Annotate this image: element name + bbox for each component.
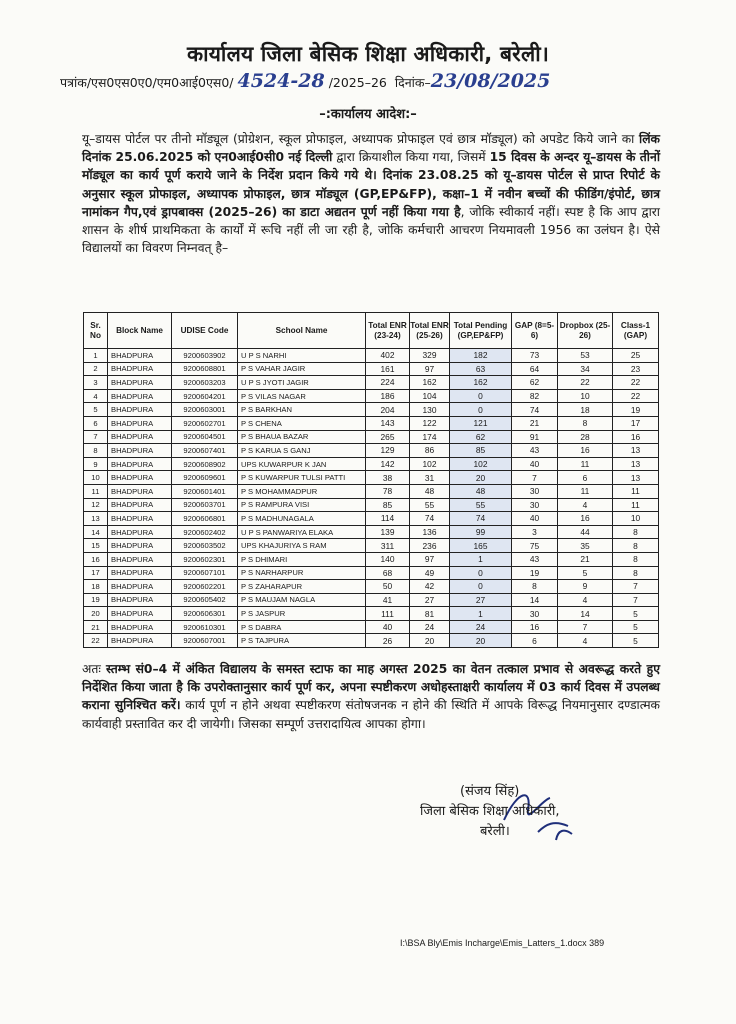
table-row (84, 349, 659, 363)
cell-class1: 22 (613, 376, 659, 390)
cell-gap: 74 (512, 403, 558, 417)
table-row (84, 566, 659, 580)
cell-class1: 19 (613, 403, 659, 417)
cell-dropbox: 16 (558, 444, 613, 458)
order-heading: –:कार्यालय आदेश:– (319, 107, 417, 122)
order-paragraph-1 (82, 130, 660, 257)
cell-pending: 55 (450, 498, 512, 512)
cell-pending: 63 (450, 362, 512, 376)
cell-gap: 82 (512, 389, 558, 403)
cell-enr-2526: 162 (410, 376, 450, 390)
cell-gap: 16 (512, 620, 558, 634)
cell-dropbox: 22 (558, 376, 613, 390)
order-paragraph-2 (82, 660, 660, 733)
cell-udise: 9200602701 (172, 416, 238, 430)
cell-enr-2526: 97 (410, 362, 450, 376)
cell-enr-2526: 236 (410, 539, 450, 553)
cell-class1: 22 (613, 389, 659, 403)
cell-gap: 30 (512, 498, 558, 512)
cell-gap: 75 (512, 539, 558, 553)
cell-gap: 19 (512, 566, 558, 580)
table-row (84, 498, 659, 512)
cell-block: BHADPURA (108, 552, 172, 566)
cell-block: BHADPURA (108, 471, 172, 485)
cell-dropbox: 10 (558, 389, 613, 403)
cell-sr: 2 (84, 362, 108, 376)
cell-udise: 9200607101 (172, 566, 238, 580)
cell-enr-2324: 111 (366, 607, 410, 621)
cell-school: P S MOHAMMADPUR (238, 484, 366, 498)
cell-pending: 85 (450, 444, 512, 458)
cell-enr-2324: 204 (366, 403, 410, 417)
cell-udise: 9200606301 (172, 607, 238, 621)
cell-school: P S KUWARPUR TULSI PATTI (238, 471, 366, 485)
table-row (84, 593, 659, 607)
cell-block: BHADPURA (108, 566, 172, 580)
cell-dropbox: 44 (558, 525, 613, 539)
cell-gap: 6 (512, 634, 558, 648)
cell-udise: 9200603203 (172, 376, 238, 390)
cell-enr-2526: 24 (410, 620, 450, 634)
cell-gap: 40 (512, 512, 558, 526)
col-header-gap: GAP (8=5-6) (512, 313, 558, 349)
cell-pending: 74 (450, 512, 512, 526)
cell-enr-2526: 104 (410, 389, 450, 403)
cell-enr-2526: 136 (410, 525, 450, 539)
cell-udise: 9200610301 (172, 620, 238, 634)
cell-class1: 17 (613, 416, 659, 430)
cell-udise: 9200604501 (172, 430, 238, 444)
cell-sr: 7 (84, 430, 108, 444)
cell-enr-2526: 55 (410, 498, 450, 512)
office-title: कार्यालय जिला बेसिक शिक्षा अधिकारी, बरेली। (186, 42, 549, 66)
table-row (84, 430, 659, 444)
signatory-name: (संजय सिंह) (460, 784, 520, 799)
cell-class1: 13 (613, 444, 659, 458)
cell-sr: 17 (84, 566, 108, 580)
signature-block (420, 782, 560, 842)
para1-bold-2: 15 दिवस के अन्दर यू–डायस के तीनों मॉड्यूल का कार्य पूर्ण कराये जाने के निर्देश प्रदान किये गये थे। दिनांक 23.08.25 को यू–डायस पोर्टल से प्राप्त रिपोर्ट के अनुसार स्कूल प्रोफाइल, अध्यापक प्रोफाइल, छात्र मॉड्यूल (GP,EP&FP), कक्षा–1 में नवीन बच्चों की फीडिंग/इंपोर्ट, छात्र नामांकन गैप,एवं ड्रापबाक्स (2025–26) का डाटा अद्यतन पूर्ण नहीं किया गया है (82, 150, 661, 219)
cell-dropbox: 7 (558, 620, 613, 634)
cell-sr: 6 (84, 416, 108, 430)
cell-enr-2526: 122 (410, 416, 450, 430)
cell-class1: 5 (613, 607, 659, 621)
cell-enr-2324: 311 (366, 539, 410, 553)
para1-bold-1: लिंक दिनांक 25.06.2025 को एन0आई0सी0 नई दिल्ली (82, 132, 660, 165)
cell-school: P S CHENA (238, 416, 366, 430)
signatory-place: बरेली। (480, 824, 510, 839)
cell-pending: 1 (450, 552, 512, 566)
ref-session: /2025–26 (328, 75, 387, 90)
cell-enr-2526: 329 (410, 349, 450, 363)
cell-class1: 23 (613, 362, 659, 376)
cell-enr-2526: 97 (410, 552, 450, 566)
cell-class1: 11 (613, 498, 659, 512)
cell-school: P S KARUA S GANJ (238, 444, 366, 458)
cell-class1: 10 (613, 512, 659, 526)
cell-pending: 102 (450, 457, 512, 471)
table-row (84, 620, 659, 634)
cell-class1: 8 (613, 539, 659, 553)
cell-block: BHADPURA (108, 634, 172, 648)
cell-enr-2324: 186 (366, 389, 410, 403)
cell-school: P S TAJPURA (238, 634, 366, 648)
cell-sr: 12 (84, 498, 108, 512)
col-header-enr-2526: Total ENR (25-26) (410, 313, 450, 349)
para2-text-1: अतः (82, 662, 106, 676)
table-row (84, 552, 659, 566)
cell-dropbox: 11 (558, 457, 613, 471)
cell-sr: 22 (84, 634, 108, 648)
cell-gap: 7 (512, 471, 558, 485)
cell-gap: 8 (512, 580, 558, 594)
cell-block: BHADPURA (108, 376, 172, 390)
cell-block: BHADPURA (108, 457, 172, 471)
cell-gap: 30 (512, 484, 558, 498)
cell-school: P S JASPUR (238, 607, 366, 621)
table-row (84, 444, 659, 458)
col-header-block: Block Name (108, 313, 172, 349)
table-row (84, 539, 659, 553)
cell-class1: 7 (613, 593, 659, 607)
cell-enr-2324: 85 (366, 498, 410, 512)
cell-block: BHADPURA (108, 525, 172, 539)
cell-enr-2324: 224 (366, 376, 410, 390)
table-header-row (84, 313, 659, 349)
para1-text-1: यू–डायस पोर्टल पर तीनो मॉड्यूल (प्रोग्रेशन, स्कूल प्रोफाइल, अध्यापक प्रोफाइल एवं छात्र मॉड्यूल) को अपडेट किये जाने का (82, 132, 640, 146)
cell-dropbox: 8 (558, 416, 613, 430)
cell-dropbox: 35 (558, 539, 613, 553)
cell-sr: 21 (84, 620, 108, 634)
cell-udise: 9200603902 (172, 349, 238, 363)
cell-pending: 27 (450, 593, 512, 607)
cell-enr-2324: 402 (366, 349, 410, 363)
cell-school: P S DHIMARI (238, 552, 366, 566)
col-header-enr-2324: Total ENR (23-24) (366, 313, 410, 349)
cell-dropbox: 11 (558, 484, 613, 498)
cell-pending: 20 (450, 634, 512, 648)
cell-school: UPS KHAJURIYA S RAM (238, 539, 366, 553)
cell-sr: 4 (84, 389, 108, 403)
table-row (84, 525, 659, 539)
cell-block: BHADPURA (108, 593, 172, 607)
date-label: दिनांक– (394, 75, 431, 90)
table-row (84, 376, 659, 390)
cell-udise: 9200602201 (172, 580, 238, 594)
cell-enr-2324: 41 (366, 593, 410, 607)
cell-gap: 21 (512, 416, 558, 430)
cell-block: BHADPURA (108, 444, 172, 458)
cell-block: BHADPURA (108, 512, 172, 526)
cell-class1: 13 (613, 457, 659, 471)
cell-class1: 5 (613, 634, 659, 648)
cell-class1: 8 (613, 552, 659, 566)
cell-block: BHADPURA (108, 362, 172, 376)
cell-pending: 62 (450, 430, 512, 444)
cell-sr: 1 (84, 349, 108, 363)
cell-school: P S MAUJAM NAGLA (238, 593, 366, 607)
cell-school: P S RAMPURA VISI (238, 498, 366, 512)
cell-dropbox: 4 (558, 498, 613, 512)
cell-block: BHADPURA (108, 580, 172, 594)
cell-class1: 5 (613, 620, 659, 634)
col-header-class1: Class-1 (GAP) (613, 313, 659, 349)
col-header-school: School Name (238, 313, 366, 349)
cell-udise: 9200603001 (172, 403, 238, 417)
cell-pending: 121 (450, 416, 512, 430)
cell-gap: 91 (512, 430, 558, 444)
cell-enr-2526: 49 (410, 566, 450, 580)
cell-enr-2324: 161 (366, 362, 410, 376)
cell-gap: 73 (512, 349, 558, 363)
cell-pending: 1 (450, 607, 512, 621)
cell-class1: 25 (613, 349, 659, 363)
cell-udise: 9200606801 (172, 512, 238, 526)
cell-block: BHADPURA (108, 389, 172, 403)
cell-enr-2324: 114 (366, 512, 410, 526)
cell-udise: 9200603502 (172, 539, 238, 553)
cell-enr-2324: 143 (366, 416, 410, 430)
signatory-designation: जिला बेसिक शिक्षा अधिकारी, (420, 804, 560, 819)
cell-udise: 9200604201 (172, 389, 238, 403)
cell-class1: 16 (613, 430, 659, 444)
cell-pending: 165 (450, 539, 512, 553)
cell-dropbox: 28 (558, 430, 613, 444)
table-row (84, 457, 659, 471)
cell-dropbox: 4 (558, 634, 613, 648)
col-header-udise: UDISE Code (172, 313, 238, 349)
date-handwritten: 23/08/2025 (430, 70, 551, 92)
cell-sr: 18 (84, 580, 108, 594)
table-row (84, 580, 659, 594)
table-row (84, 634, 659, 648)
cell-dropbox: 34 (558, 362, 613, 376)
cell-block: BHADPURA (108, 620, 172, 634)
cell-udise: 9200602402 (172, 525, 238, 539)
pending-schools-table (83, 312, 659, 648)
cell-block: BHADPURA (108, 416, 172, 430)
cell-enr-2324: 50 (366, 580, 410, 594)
cell-school: P S DABRA (238, 620, 366, 634)
cell-enr-2526: 81 (410, 607, 450, 621)
cell-school: P S VILAS NAGAR (238, 389, 366, 403)
cell-pending: 0 (450, 580, 512, 594)
cell-pending: 99 (450, 525, 512, 539)
cell-school: P S BARKHAN (238, 403, 366, 417)
cell-enr-2526: 74 (410, 512, 450, 526)
table-row (84, 416, 659, 430)
cell-enr-2526: 102 (410, 457, 450, 471)
cell-udise: 9200603701 (172, 498, 238, 512)
cell-dropbox: 5 (558, 566, 613, 580)
cell-enr-2526: 174 (410, 430, 450, 444)
cell-enr-2526: 86 (410, 444, 450, 458)
cell-sr: 11 (84, 484, 108, 498)
cell-enr-2526: 27 (410, 593, 450, 607)
cell-enr-2526: 48 (410, 484, 450, 498)
cell-udise: 9200602301 (172, 552, 238, 566)
ref-prefix: पत्रांक/एस0एस0ए0/एम0आई0एस0/ (60, 75, 234, 90)
cell-dropbox: 53 (558, 349, 613, 363)
cell-sr: 10 (84, 471, 108, 485)
cell-block: BHADPURA (108, 349, 172, 363)
cell-sr: 16 (84, 552, 108, 566)
cell-enr-2324: 26 (366, 634, 410, 648)
cell-class1: 8 (613, 525, 659, 539)
para1-text-3: , जोकि स्वीकार्य नहीं। स्पष्ट है कि आप द्वारा शासन के शीर्ष प्राथमिकता के कार्यों में रूचि नहीं ली जा रही है, जोकि कर्मचारी आचरण नियमावली 1956 का उलंघन है। ऐसे विद्यालयों का विवरण निम्नवत् है– (82, 204, 660, 256)
cell-class1: 7 (613, 580, 659, 594)
cell-dropbox: 16 (558, 512, 613, 526)
cell-udise: 9200607001 (172, 634, 238, 648)
cell-dropbox: 6 (558, 471, 613, 485)
table-row (84, 471, 659, 485)
cell-gap: 62 (512, 376, 558, 390)
cell-school: U P S JYOTI JAGIR (238, 376, 366, 390)
cell-block: BHADPURA (108, 403, 172, 417)
cell-udise: 9200601401 (172, 484, 238, 498)
cell-enr-2324: 129 (366, 444, 410, 458)
cell-gap: 64 (512, 362, 558, 376)
cell-sr: 5 (84, 403, 108, 417)
cell-udise: 9200607401 (172, 444, 238, 458)
cell-block: BHADPURA (108, 539, 172, 553)
cell-enr-2324: 139 (366, 525, 410, 539)
cell-sr: 8 (84, 444, 108, 458)
cell-gap: 43 (512, 444, 558, 458)
cell-pending: 182 (450, 349, 512, 363)
cell-class1: 13 (613, 471, 659, 485)
cell-enr-2324: 40 (366, 620, 410, 634)
table-row (84, 389, 659, 403)
cell-class1: 8 (613, 566, 659, 580)
cell-sr: 19 (84, 593, 108, 607)
table-body (84, 349, 659, 648)
cell-pending: 0 (450, 566, 512, 580)
cell-gap: 3 (512, 525, 558, 539)
cell-enr-2324: 140 (366, 552, 410, 566)
cell-block: BHADPURA (108, 484, 172, 498)
cell-enr-2324: 38 (366, 471, 410, 485)
reference-line (60, 70, 550, 92)
para1-text-2: द्वारा क्रियाशील किया गया, जिसमें (332, 150, 490, 165)
cell-udise: 9200608801 (172, 362, 238, 376)
cell-enr-2324: 68 (366, 566, 410, 580)
cell-enr-2324: 78 (366, 484, 410, 498)
cell-enr-2526: 31 (410, 471, 450, 485)
col-header-dropbox: Dropbox (25-26) (558, 313, 613, 349)
table-row (84, 362, 659, 376)
cell-school: P S ZAHARAPUR (238, 580, 366, 594)
para2-text-2: कार्य पूर्ण न होने अथवा स्पष्टीकरण संतोषजनक न होने की स्थिति में आपके विरूद्ध नियमानुसार दण्डात्मक कार्यवाही प्रस्तावित कर दी जायेगी। जिसका सम्पूर्ण उत्तरादायित्व आपका होगा। (82, 698, 660, 731)
cell-school: U P S PANWARIYA ELAKA (238, 525, 366, 539)
cell-sr: 13 (84, 512, 108, 526)
cell-block: BHADPURA (108, 498, 172, 512)
table-row (84, 512, 659, 526)
cell-enr-2324: 142 (366, 457, 410, 471)
table-row (84, 403, 659, 417)
cell-school: P S VAHAR JAGIR (238, 362, 366, 376)
footer-file-path: I:\BSA Bly\Emis Incharge\Emis_Latters_1.docx 389 (400, 938, 605, 948)
table-row (84, 484, 659, 498)
cell-sr: 14 (84, 525, 108, 539)
cell-sr: 9 (84, 457, 108, 471)
cell-school: P S NARHARPUR (238, 566, 366, 580)
cell-dropbox: 14 (558, 607, 613, 621)
cell-enr-2324: 265 (366, 430, 410, 444)
cell-dropbox: 9 (558, 580, 613, 594)
cell-pending: 0 (450, 389, 512, 403)
para2-bold-1: स्तम्भ सं0–4 में अंकित विद्यालय के समस्त स्टाफ का माह अगस्त 2025 का वेतन तत्काल प्रभाव से अवरूद्ध करते हुए निर्देशित किया जाता है कि उपरोक्तानुसार कार्य पूर्ण कर, अपना स्पष्टीकरण अधोहस्ताक्षरी कार्यालय में 03 कार्य दिवस में उपलब्ध कराना सुनिश्चित करें। (82, 662, 660, 713)
cell-enr-2526: 130 (410, 403, 450, 417)
cell-school: UPS KUWARPUR K JAN (238, 457, 366, 471)
cell-enr-2526: 42 (410, 580, 450, 594)
cell-sr: 20 (84, 607, 108, 621)
cell-school: P S MADHUNAGALA (238, 512, 366, 526)
cell-gap: 40 (512, 457, 558, 471)
cell-dropbox: 21 (558, 552, 613, 566)
col-header-sr: Sr. No (84, 313, 108, 349)
cell-block: BHADPURA (108, 607, 172, 621)
ref-number-handwritten: 4524-28 (237, 70, 325, 92)
cell-pending: 20 (450, 471, 512, 485)
cell-udise: 9200605402 (172, 593, 238, 607)
cell-block: BHADPURA (108, 430, 172, 444)
cell-gap: 30 (512, 607, 558, 621)
cell-udise: 9200609601 (172, 471, 238, 485)
cell-pending: 162 (450, 376, 512, 390)
col-header-pending: Total Pending (GP,EP&FP) (450, 313, 512, 349)
cell-enr-2526: 20 (410, 634, 450, 648)
cell-gap: 43 (512, 552, 558, 566)
cell-dropbox: 4 (558, 593, 613, 607)
cell-class1: 11 (613, 484, 659, 498)
cell-pending: 24 (450, 620, 512, 634)
table-row (84, 607, 659, 621)
cell-pending: 48 (450, 484, 512, 498)
cell-dropbox: 18 (558, 403, 613, 417)
cell-school: P S BHAUA BAZAR (238, 430, 366, 444)
cell-udise: 9200608902 (172, 457, 238, 471)
cell-gap: 14 (512, 593, 558, 607)
cell-pending: 0 (450, 403, 512, 417)
cell-school: U P S NARHI (238, 349, 366, 363)
cell-sr: 15 (84, 539, 108, 553)
cell-sr: 3 (84, 376, 108, 390)
